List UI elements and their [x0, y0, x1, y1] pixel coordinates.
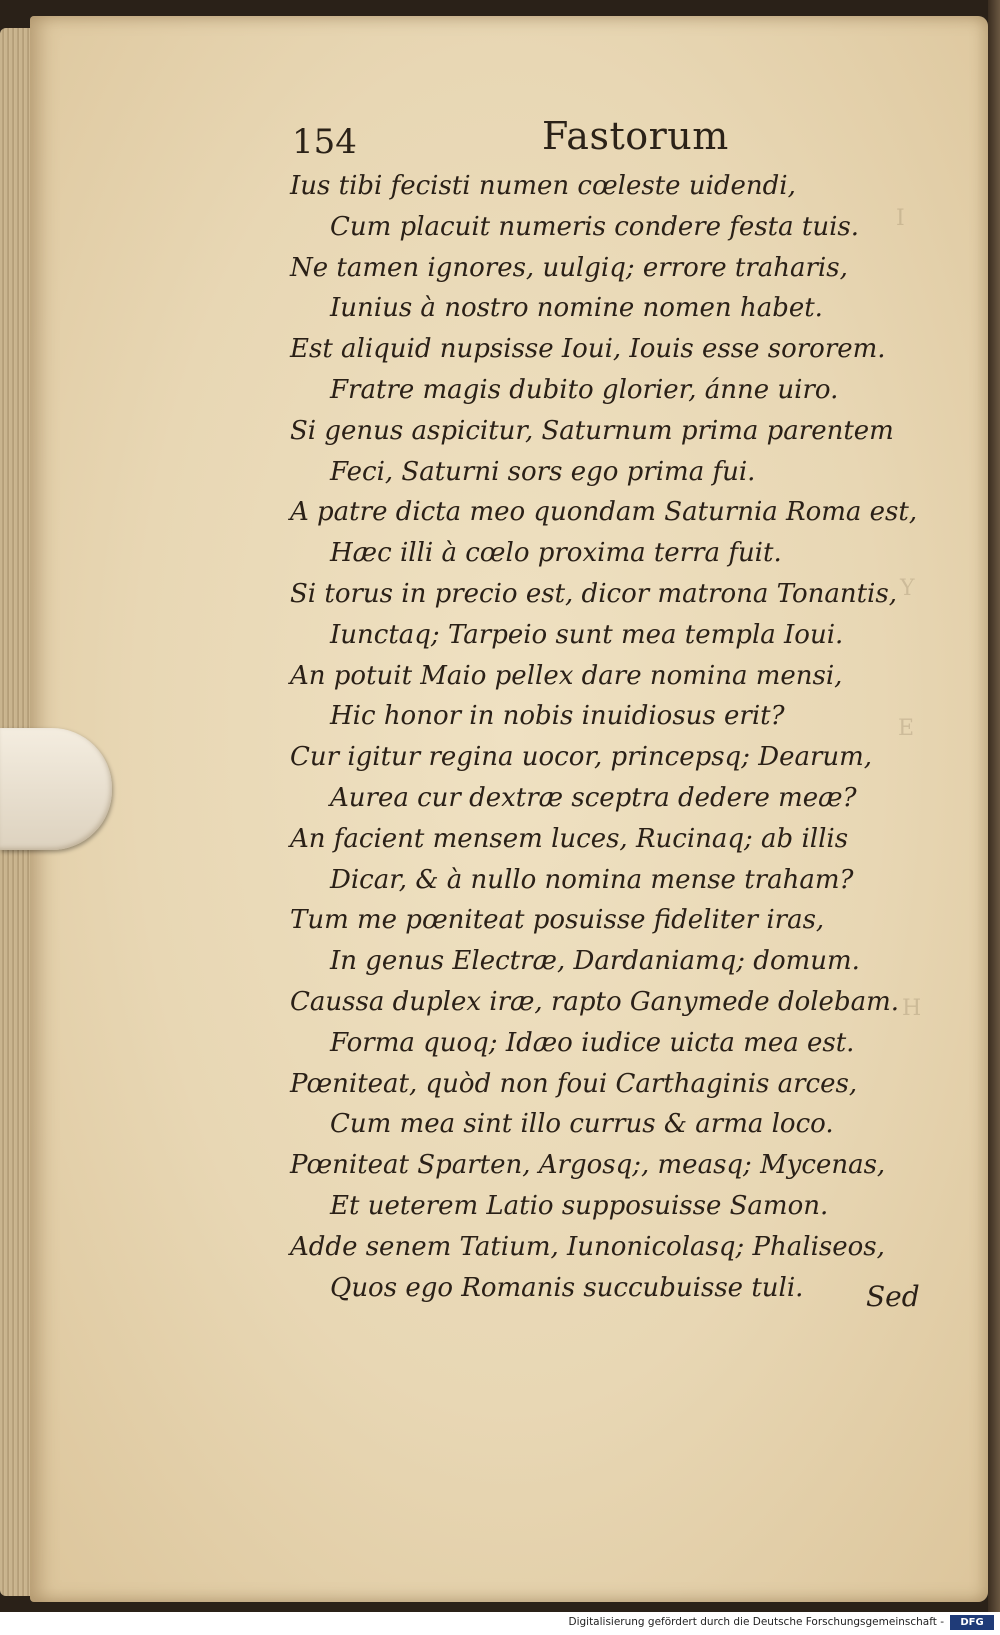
verse-line: Si torus in precio est, dicor matrona Tonantis,: [290, 578, 897, 609]
verse-line: Iunius à nostro nomine nomen habet.: [330, 293, 823, 324]
verse-line: Hæc illi à cœlo proxima terra fuit.: [330, 538, 782, 569]
page-header: [292, 112, 732, 168]
bleed-through: Y: [900, 576, 915, 601]
catchword: Sed: [866, 1280, 920, 1313]
verse-line: In genus Electræ, Dardaniamq; domum.: [330, 946, 860, 977]
verse-line: Cur igitur regina uocor, princepsq; Dearum,: [290, 742, 873, 773]
verse-line: Adde senem Tatium, Iunonicolasq; Phaliseos,: [290, 1231, 885, 1262]
bleed-through: E: [898, 716, 915, 741]
verse-line: Est aliquid nupsisse Ioui, Iouis esse sororem.: [290, 334, 886, 365]
verse-line: Ne tamen ignores, uulgiq; errore traharis,: [290, 252, 848, 283]
verse-line: An facient mensem luces, Rucinaq; ab illis: [290, 823, 849, 854]
verse-line: Et ueterem Latio supposuisse Samon.: [330, 1190, 829, 1221]
verse-line: Dicar, & à nullo nomina mense traham?: [330, 864, 854, 895]
verse-line: Aurea cur dextræ sceptra dedere meæ?: [330, 782, 857, 813]
verse-line: Tum me pœniteat posuisse fideliter iras,: [290, 905, 825, 936]
verse-line: Cum placuit numeris condere festa tuis.: [330, 211, 859, 242]
footer-credit: Digitalisierung gefördert durch die Deutsche Forschungsgemeinschaft -: [568, 1616, 944, 1628]
running-title: Fastorum: [542, 114, 729, 158]
verse-line: Caussa duplex iræ, rapto Ganymede dolebam.: [290, 986, 900, 1017]
verse-line: Si genus aspicitur, Saturnum prima parentem: [290, 415, 894, 446]
bleed-through: H: [902, 996, 922, 1021]
verse-line: Quos ego Romanis succubuisse tuli.: [330, 1272, 804, 1303]
verse-line: Ius tibi fecisti numen cœleste uidendi,: [290, 171, 796, 201]
dfg-logo: DFG: [950, 1615, 994, 1630]
verse-line: Pœniteat, quòd non foui Carthaginis arces,: [290, 1068, 858, 1099]
verse-line: Cum mea sint illo currus & arma loco.: [330, 1109, 834, 1140]
verse-list: [290, 166, 918, 1308]
verse-line: Feci, Saturni sors ego prima fui.: [330, 456, 756, 487]
adjacent-page-edge: [988, 0, 1000, 1612]
verse-line: An potuit Maio pellex dare nomina mensi,: [290, 660, 843, 691]
verse-line: Fratre magis dubito glorier, ánne uiro.: [330, 374, 839, 405]
verse-line: Pœniteat Sparten, Argosq;, measq; Mycenas,: [290, 1150, 886, 1181]
verse-line: Hic honor in nobis inuidiosus erit?: [330, 701, 785, 732]
page-number: 154: [292, 122, 357, 162]
bleed-through: I: [896, 206, 905, 231]
footer-bar: [0, 1612, 1000, 1635]
verse-line: A patre dicta meo quondam Saturnia Roma est,: [290, 497, 918, 528]
verse-line: Forma quoq; Idæo iudice uicta mea est.: [330, 1027, 855, 1058]
verse-line: Iunctaq; Tarpeio sunt mea templa Ioui.: [330, 619, 844, 650]
